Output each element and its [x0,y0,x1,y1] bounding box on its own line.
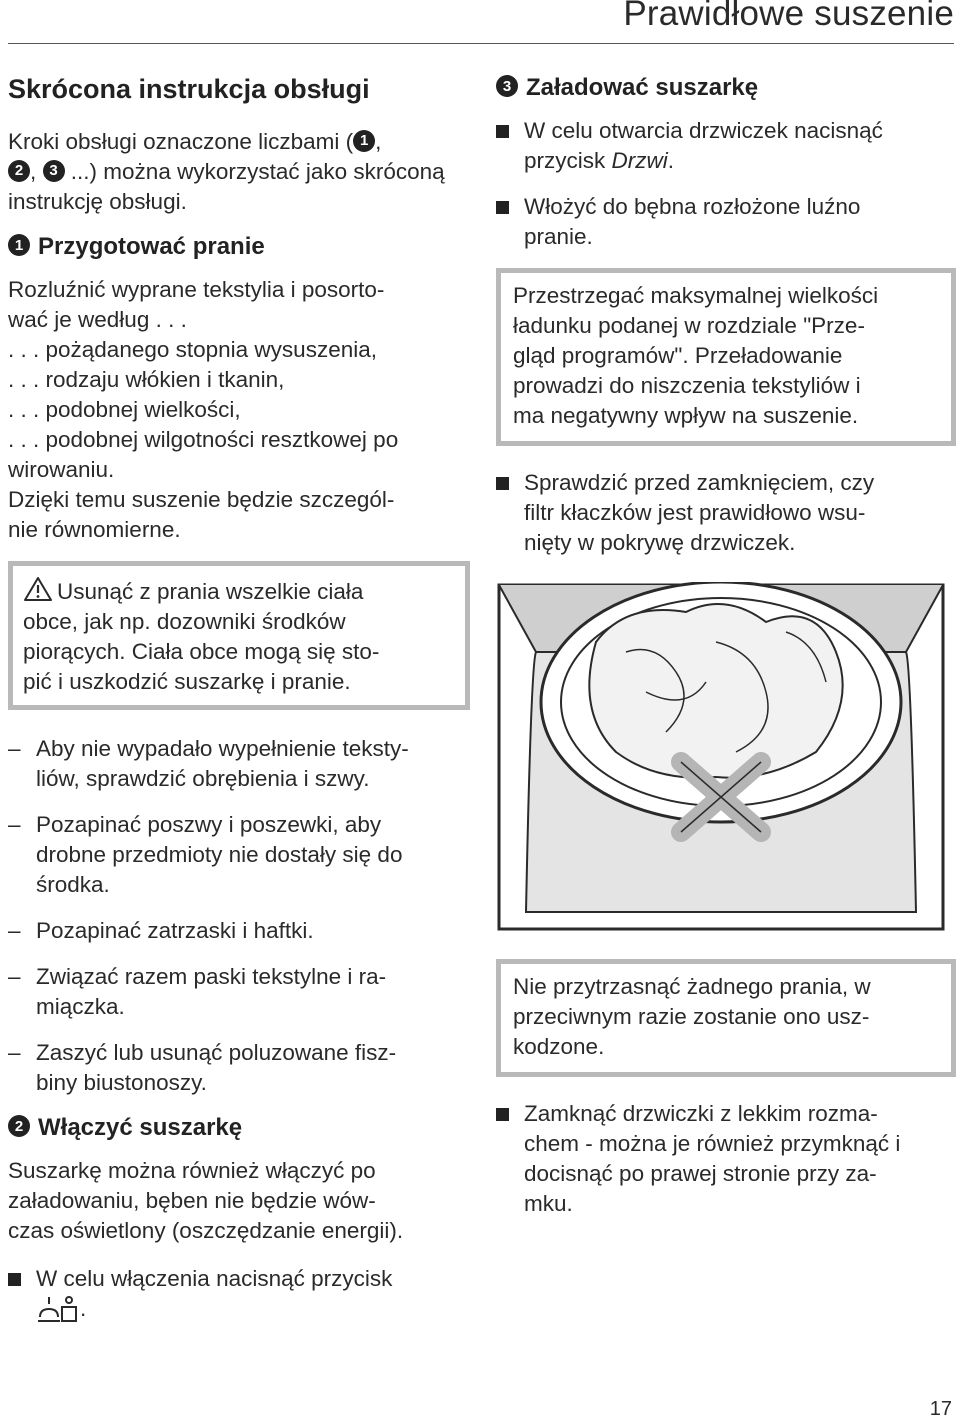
step3-heading: 3 Załadować suszarkę [496,74,956,102]
text-line: chem - można je również przymknąć i [524,1131,901,1156]
door-warning-box [496,959,956,1077]
list-item [8,1038,470,1098]
text-line: gląd programów". Przeładowanie [513,343,843,368]
text-line: czas oświetlony (oszczędzanie energii). [8,1218,404,1243]
bullet-square [496,201,509,214]
dash-marker: – [8,736,21,761]
step3-bullet: W celu otwarcia drzwiczek nacisnąć przycisk Drzwi. [496,116,956,176]
text-line: wać je według . . . [8,307,187,332]
page-header-title: Prawidłowe suszenie [623,0,954,33]
intro-paragraph: Kroki obsługi oznaczone liczbami ( 1 , 2 , 3 ...) można wykorzystać jako skróconą instrukcję obsługi. [8,129,445,214]
bullet-square [496,477,509,490]
text-line: kodzone. [513,1034,605,1059]
section-heading: Skrócona instrukcja obsługi [8,74,370,104]
page-number: 17 [929,1398,952,1420]
text-line: ma negatywny wpływ na suszenie. [513,403,859,428]
text-line: mku. [524,1191,573,1216]
warning-triangle-icon [23,576,53,602]
step3-bullet: Włożyć do bębna rozłożone luźno pranie. [496,192,956,252]
preparation-checklist [8,734,470,1098]
text-line: . . . podobnej wilgotności resztkowej po [8,427,399,452]
text-line: prowadzi do niszczenia tekstyliów i [513,373,861,398]
list-item [8,810,470,900]
text-line: Usunąć z prania wszelkie ciała [57,579,364,604]
step2-text [8,1156,470,1246]
text-line: miączka. [36,994,125,1019]
door-button-name: Drzwi [611,148,668,173]
text-line: drobne przedmioty nie dostały się do [36,842,403,867]
bullet-square [496,1108,509,1121]
text-line: obce, jak np. dozowniki środków [23,609,346,634]
text-line: załadowaniu, bęben nie będzie wów- [8,1188,376,1213]
dash-marker: – [8,964,21,989]
text-line: nięty w pokrywę drzwiczek. [524,530,796,555]
step2-bullet: W celu włączenia nacisnąć przycisk . [8,1264,470,1325]
bullet-square [8,1273,21,1286]
text-line: ładunku podanej w rozdziale "Prze- [513,313,865,338]
step-number-badge: 2 [8,160,30,182]
text-line: liów, sprawdzić obrębienia i szwy. [36,766,370,791]
list-item [8,734,470,794]
text-line: Związać razem paski tekstylne i ra- [36,964,387,989]
text-line: Nie przytrzasnąć żadnego prania, w [513,974,871,999]
warning-text [23,576,453,697]
warning-box [8,561,470,710]
text-line: docisnąć po prawej stronie przy za- [524,1161,877,1186]
text-line: Aby nie wypadało wypełnienie teksty- [36,736,409,761]
text-line: . . . podobnej wielkości, [8,397,241,422]
text-line: . . . pożądanego stopnia wysuszenia, [8,337,377,362]
header-divider [8,43,954,44]
step-number-badge: 1 [8,234,30,256]
step-number-badge: 1 [353,130,375,152]
list-item [8,916,470,946]
text-line: środka. [36,872,110,897]
dash-marker: – [8,918,21,943]
step1-text [8,275,470,545]
text-line: Sprawdzić przed zamknięciem, czy [524,470,875,495]
text-line: pić i uszkodzić suszarkę i pranie. [23,669,351,694]
text-line: filtr kłaczków jest prawidłowo wsu- [524,500,866,525]
dash-marker: – [8,812,21,837]
text-line: wirowaniu. [8,457,115,482]
load-warning-box [496,268,956,446]
text-line: Pozapinać poszwy i poszewki, aby [36,812,382,837]
text-line: piorących. Ciała obce mogą się sto- [23,639,380,664]
text-line: przeciwnym razie zostanie ono usz- [513,1004,870,1029]
dash-marker: – [8,1040,21,1065]
text-line: Rozluźnić wyprane tekstylia i posorto- [8,277,385,302]
step3-bullet [496,1099,956,1219]
text-line: Zaszyć lub usunąć poluzowane fisz- [36,1040,397,1065]
text-line: Przestrzegać maksymalnej wielkości [513,283,879,308]
step-number-badge: 2 [8,1115,30,1137]
text-line: Suszarkę można również włączyć po [8,1158,376,1183]
text-line: Pozapinać zatrzaski i haftki. [36,918,314,943]
text-line: biny biustonoszy. [36,1070,207,1095]
left-column [8,70,470,1341]
text-line: nie równomierne. [8,517,181,542]
step-number-badge: 3 [496,75,518,97]
step1-heading: 1 Przygotować pranie [8,233,470,261]
step2-heading: 2 Włączyć suszarkę [8,1114,470,1142]
dryer-drum-overloaded-illustration [496,582,946,932]
right-column [496,70,956,1235]
text-line: . . . rodzaju włókien i tkanin, [8,367,285,392]
text-line: Dzięki temu suszenie będzie szczegól- [8,487,395,512]
list-item [8,962,470,1022]
on-off-button-icon [36,1295,80,1325]
bullet-square [496,125,509,138]
step3-bullet [496,468,956,558]
step-number-badge: 3 [43,160,65,182]
text-line: Zamknąć drzwiczki z lekkim rozma- [524,1101,878,1126]
